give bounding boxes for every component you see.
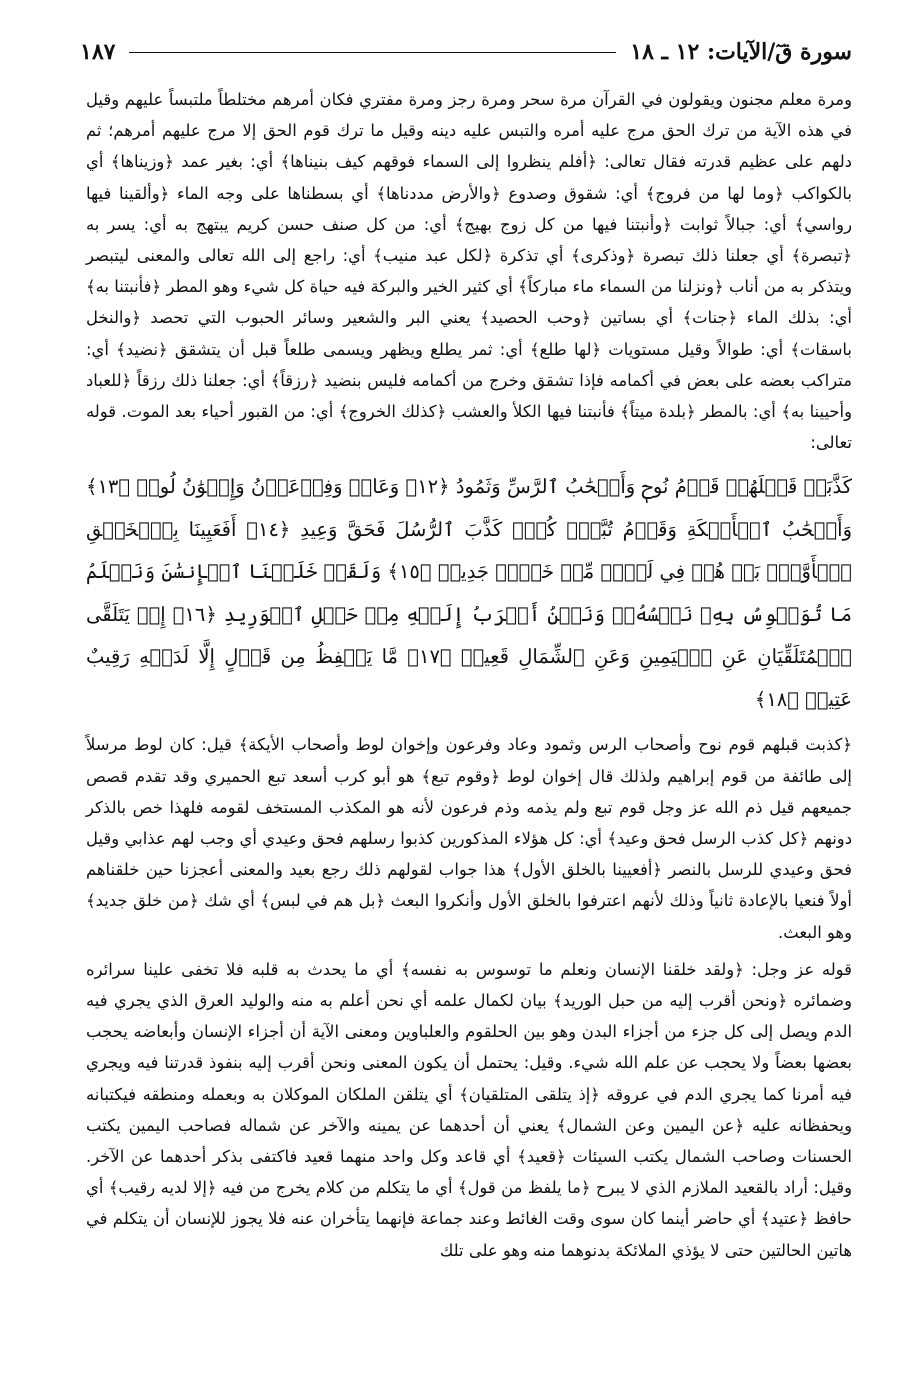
commentary-paragraph-1: ومرة معلم مجنون ويقولون في القرآن مرة سحر ومرة رجز ومرة مفتري فكان أمرهم مختلطاً ملتبساً عليهم وقيل في هذه الآية من ترك الحق مرج عليه أمره والتبس عليه دينه وقيل ما ترك قوم الحق إلا مرج عليهم أمرهم؛ ثم دلهم على عظيم قدرته فقال تعالى: ﴿أفلم ينظروا إلى السماء فوقهم كيف بنيناها﴾ أي: بغير عمد ﴿وزيناها﴾ أي بالكواكب ﴿وما لها من فروج﴾ أي: شقوق وصدوع ﴿والأرض مددناها﴾ أي بسطناها على وجه الماء ﴿وألقينا فيها رواسي﴾ أي: جبالاً ثوابت ﴿وأنبتنا فيها من كل زوج بهيج﴾ أي: من كل صنف حسن كريم يبتهج به أي: يسر به ﴿تبصرة﴾ أي جعلنا ذلك تبصرة ﴿وذكرى﴾ أي تذكرة ﴿لكل عبد منيب﴾ أي: راجع إلى الله تعالى والمعنى ليتبصر ويتذكر به من أناب ﴿ونزلنا من السماء ماء مباركاً﴾ أي كثير الخير والبركة فيه حياة كل شيء وهو المطر ﴿فأنبتنا به﴾ أي: بذلك الماء ﴿جنات﴾ أي بساتين ﴿وحب الحصيد﴾ يعني البر والشعير وسائر الحبوب التي تحصد ﴿والنخل باسقات﴾ أي: طوالاً وقيل مستويات ﴿لها طلع﴾ أي: ثمر يطلع ويظهر ويسمى طلعاً قبل أن يتشقق ﴿نضيد﴾ أي: متراكب بعضه على بعض في أكمامه فإذا تشقق وخرج من أكمامه فليس بنضيد ﴿رزقاً﴾ أي: جعلنا ذلك رزقاً ﴿للعباد وأحيينا به﴾ أي: بالمطر ﴿بلدة ميتاً﴾ فأنبتنا فيها الكلأ والعشب ﴿كذلك الخروج﴾ أي: من القبور أحياء بعد الموت. قوله تعالى: xyxy=(86,90,852,453)
page-number: ١٨٧ xyxy=(80,39,116,65)
page-body xyxy=(86,84,852,1272)
commentary-paragraph-2: ﴿كذبت قبلهم قوم نوح وأصحاب الرس وثمود وعاد وفرعون وإخوان لوط وأصحاب الأيكة﴾ قيل: كان لوط مرسلاً إلى طائفة من قوم إبراهيم ولذلك قال إخوان لوط ﴿وقوم تبع﴾ هو أبو كرب أسعد تبع الحميري وقد تقدم قصص جميعهم قيل ذم الله عز وجل قوم تبع ولم يذمه وذم فرعون لأنه هو المكذب المستخف لقومه فلهذا خص بالذكر دونهم ﴿كل كذب الرسل فحق وعيد﴾ أي: كل هؤلاء المذكورين كذبوا رسلهم فحق وعيدي أي وجب لهم عذابي وقيل فحق وعيدي للرسل بالنصر ﴿أفعيينا بالخلق الأول﴾ هذا جواب لقولهم ذلك رجع بعيد والمعنى أعجزنا حين خلقناهم أولاً فنعيا بالإعادة ثانياً وذلك لأنهم اعترفوا بالخلق الأول وأنكروا البعث ﴿بل هم في لبس﴾ أي شك ﴿من خلق جديد﴾ وهو البعث. xyxy=(86,735,852,942)
header-rule xyxy=(129,52,616,53)
page-header xyxy=(80,32,852,72)
surah-title: سورة قٓ/الآيات: ١٢ ـ ١٨ xyxy=(630,39,852,65)
commentary-paragraph-3: قوله عز وجل: ﴿ولقد خلقنا الإنسان ونعلم ما توسوس به نفسه﴾ أي ما يحدث به قلبه فلا تخفى علينا سرائره وضمائره ﴿ونحن أقرب إليه من حبل الوريد﴾ بيان لكمال علمه أي نحن أعلم به منه والوليد العرق الذي يجري فيه الدم ويصل إلى كل جزء من أجزاء البدن وهو بين الحلقوم والعلباوين ومعنى الآية أن أجزاء الإنسان وأبعاضه يحجب بعضها بعضاً ولا يحجب عن علم الله شيء. وقيل: يحتمل أن يكون المعنى ونحن أقرب إليه بنفوذ قدرتنا فيه ويجري فيه أمرنا كما يجري الدم في عروقه ﴿إذ يتلقى المتلقيان﴾ أي يتلقن الملكان الموكلان به وبعمله ومنطقه فيكتبانه ويحفظانه عليه ﴿عن اليمين وعن الشمال﴾ يعني أن أحدهما عن يمينه والآخر عن شماله فصاحب اليمين يكتب الحسنات وصاحب الشمال يكتب السيئات ﴿قعيد﴾ أي قاعد وكل واحد منهما قعيد فاكتفى بذكر أحدهما عن الآخر. وقيل: أراد بالقعيد الملازم الذي لا يبرح ﴿ما يلفظ من قول﴾ أي ما يتكلم من كلام يخرج من فيه ﴿إلا لديه رقيب﴾ أي حافظ ﴿عتيد﴾ أي حاضر أينما كان سوى وقت الغائط وعند جماعة فإنهما يتأخران عنه فلا يجوز للإنسان أن يتكلم في هاتين الحالتين حتى لا يؤذي الملائكة بدنوهما منه وهو على تلك xyxy=(86,959,852,1260)
quran-verses-12-18: كَذَّبَتۡ قَبۡلَهُمۡ قَوۡمُ نُوحٖ وَأَصۡحَٰبُ ٱلرَّسِّ وَثَمُودُ ﴿١٢﴾ وَعَادٞ وَفِرۡعَوۡنُ وَإِخۡوَٰنُ لُوطٖ ﴿١٣﴾ وَأَصۡحَٰبُ ٱلۡأَيۡكَةِ وَقَوۡمُ تُبَّعٖۚ كُلّٞ كَذَّبَ ٱلرُّسُلَ فَحَقَّ وَعِيدِ ﴿١٤﴾ أَفَعَيِينَا بِٱلۡخَلۡقِ ٱلۡأَوَّلِۚ بَلۡ هُمۡ فِي لَبۡسٖ مِّنۡ خَلۡقٖ جَدِيدٖ ﴿١٥﴾ وَلَقَدۡ خَلَقۡنَا ٱلۡإِنسَٰنَ وَنَعۡلَمُ مَا تُوَسۡوِسُ بِهِۦ نَفۡسُهُۥۖ وَنَحۡنُ أَقۡرَبُ إِلَيۡهِ مِنۡ حَبۡلِ ٱلۡوَرِيدِ ﴿١٦﴾ إِذۡ يَتَلَقَّى ٱلۡمُتَلَقِّيَانِ عَنِ ٱلۡيَمِينِ وَعَنِ ٱلشِّمَالِ قَعِيدٞ ﴿١٧﴾ مَّا يَلۡفِظُ مِن قَوۡلٍ إِلَّا لَدَيۡهِ رَقِيبٌ عَتِيدٞ ﴿١٨﴾ xyxy=(86,475,852,711)
